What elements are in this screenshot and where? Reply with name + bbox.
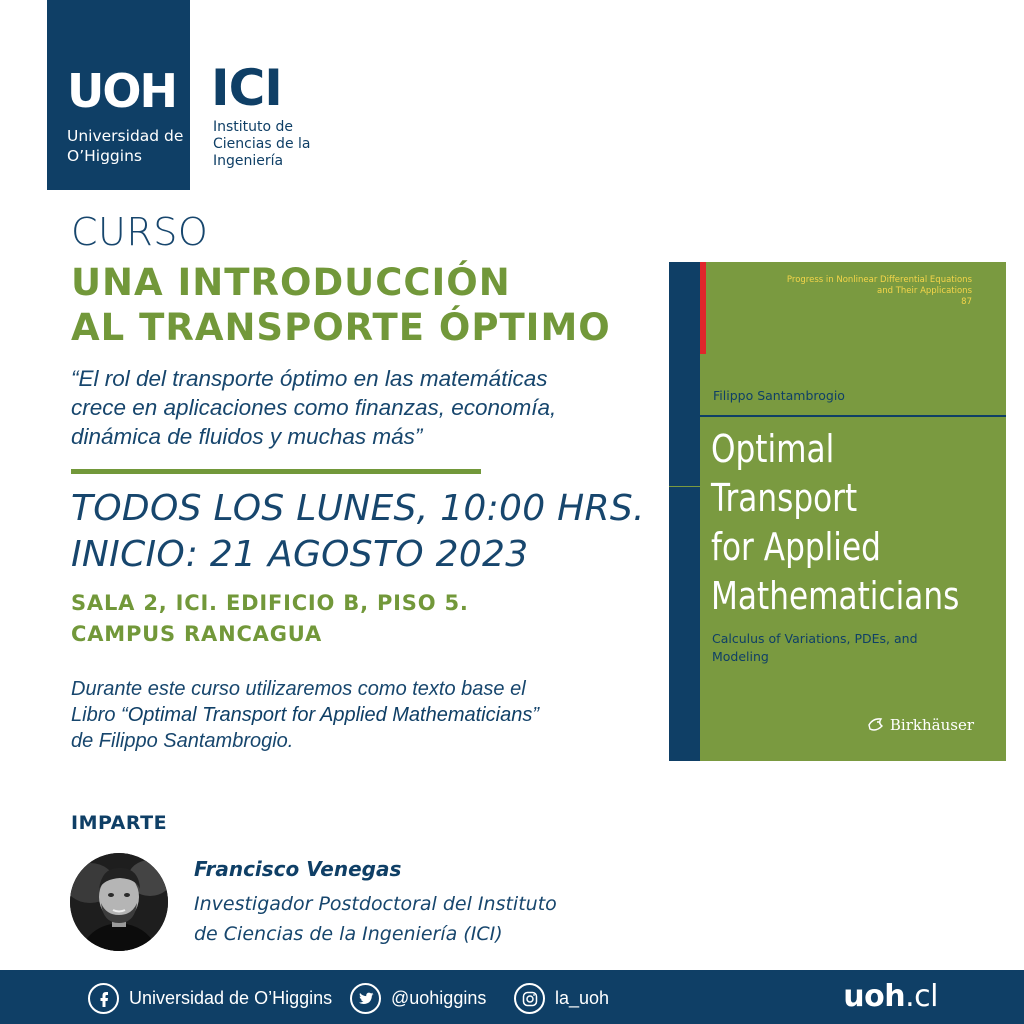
book-author: Filippo Santambrogio (713, 388, 845, 403)
book-title-line4: Mathematicians (711, 574, 960, 618)
book-subtitle (712, 630, 962, 666)
course-description (71, 676, 541, 754)
facebook-link[interactable] (88, 983, 332, 1014)
book-spine (669, 262, 700, 761)
venue-line1: SALA 2, ICI. EDIFICIO B, PISO 5. (71, 591, 469, 615)
book-publisher (867, 716, 974, 734)
book-subtitle-line1: Calculus of Variations, PDEs, and (712, 631, 918, 646)
schedule-line2: INICIO: 21 AGOSTO 2023 (71, 534, 529, 575)
book-title-line3: for Applied (711, 525, 881, 569)
book-publisher-name: Birkhäuser (889, 716, 974, 734)
website-suffix: .cl (905, 979, 938, 1014)
facebook-icon (88, 983, 119, 1014)
footer (0, 970, 1024, 1024)
course-title-line1: UNA INTRODUCCIÓN (71, 261, 511, 304)
website-link[interactable] (843, 979, 938, 1014)
book-series-line1: Progress in Nonlinear Differential Equations (786, 275, 972, 285)
desc-book-title: Optimal Transport for Applied Mathematicians (127, 704, 533, 726)
speaker-name: Francisco Venegas (194, 857, 402, 881)
speaker-avatar (70, 853, 168, 951)
quote-line2: crece en aplicaciones como finanzas, economía, (71, 395, 557, 420)
schedule-line1: TODOS LOS LUNES, 10:00 HRS. (71, 488, 645, 529)
ici-logo-mark: ICI (211, 59, 282, 117)
course-title-line2: AL TRANSPORTE ÓPTIMO (71, 306, 611, 349)
facebook-label: Universidad de O’Higgins (129, 988, 333, 1008)
course-label: CURSO (71, 210, 209, 254)
quote-line3: dinámica de fluidos y muchas más” (71, 424, 423, 449)
uoh-logo-box (47, 0, 190, 190)
instagram-icon (514, 983, 545, 1014)
book-series-number: 87 (961, 297, 972, 307)
desc-suffix: ” de Filippo Santambrogio. (71, 704, 539, 752)
twitter-label: @uohiggins (391, 988, 487, 1008)
book-spine-rule (669, 486, 700, 487)
venue-line2: CAMPUS RANCAGUA (71, 622, 322, 646)
twitter-icon (350, 983, 381, 1014)
instagram-label: la_uoh (555, 988, 610, 1008)
book-title (711, 425, 990, 621)
book-subtitle-line2: Modeling (712, 649, 769, 664)
course-schedule (71, 486, 651, 578)
book-title-line2: Transport (711, 476, 858, 520)
uoh-logo-mark: UOH (67, 64, 176, 118)
speaker-photo (70, 853, 168, 951)
birkhauser-logo-icon (867, 716, 885, 734)
book-title-line1: Optimal (711, 427, 835, 471)
speaker-heading: IMPARTE (71, 812, 168, 834)
twitter-link[interactable] (350, 983, 486, 1014)
desc-prefix: Durante este curso utilizaremos como texto base el Libro “ (71, 678, 526, 726)
speaker-role (194, 889, 614, 949)
speaker-role-line2: de Ciencias de la Ingeniería (ICI) (194, 923, 503, 945)
uoh-logo-name: Universidad de O’Higgins (67, 127, 184, 165)
book-series-line2: and Their Applications (877, 286, 972, 296)
instagram-link[interactable] (514, 983, 609, 1014)
course-title (71, 260, 651, 350)
book-series (752, 275, 972, 308)
divider (71, 469, 481, 474)
course-venue (71, 588, 631, 650)
ici-logo-name: Instituto de Ciencias de la Ingeniería (213, 119, 311, 169)
book-cover (669, 262, 1006, 761)
book-rule (669, 415, 1006, 417)
speaker-role-line1: Investigador Postdoctoral del Instituto (194, 893, 557, 915)
website-main: uoh (843, 979, 906, 1014)
book-red-bar (700, 262, 706, 354)
quote-line1: “El rol del transporte óptimo en las matemáticas (71, 366, 548, 391)
course-quote (71, 364, 631, 451)
